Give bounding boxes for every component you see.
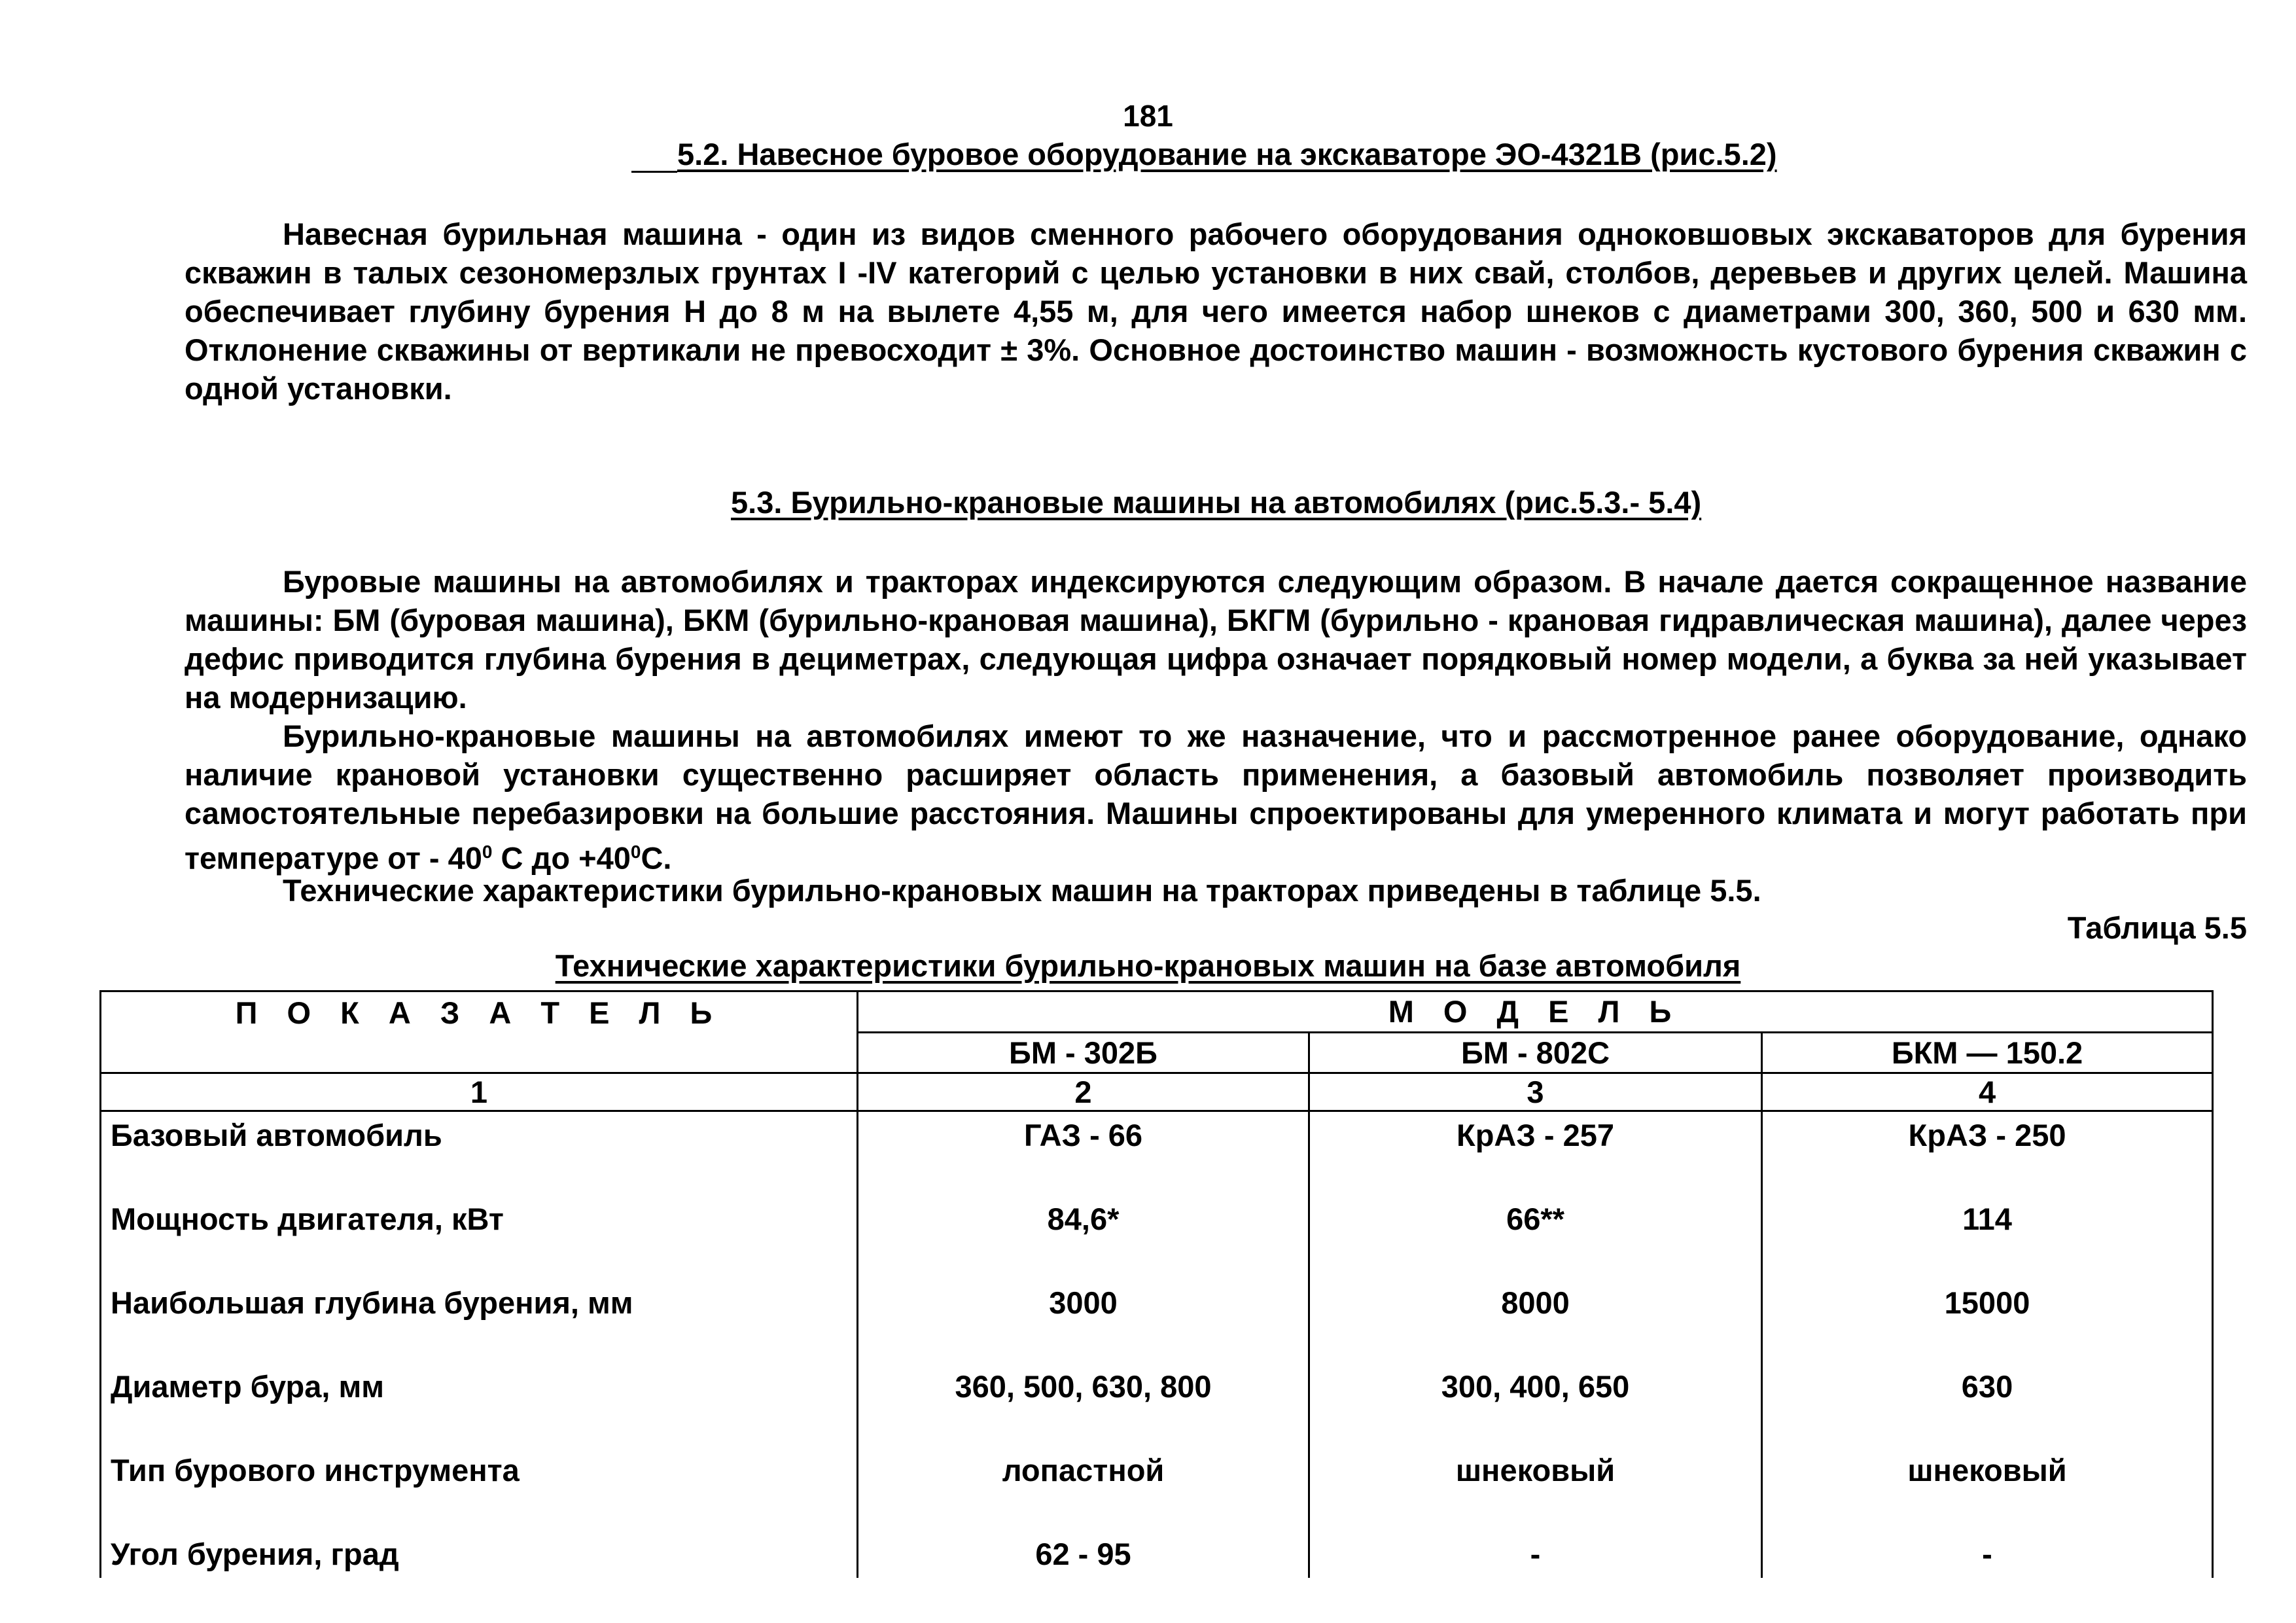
section-5-2-paragraph: Навесная бурильная машина - один из видов сменного рабочего оборудования одноковшовых экскаваторов для бурения скважин в талых сезономерзлых грунтах I -IV категорий с целью установки в них свай, столбов, деревьев и других целей. Машина обеспечивает глубину бурения Н до 8 м на вылете 4,55 м, для чего имеется набор шнеков с диаметрами 300, 360, 500 и 630 мм. Отклонение скважины от вертикали не превосходит ± 3%. Основное достоинство машин - возможность кустового бурения скважин с одной установки. — [185, 217, 2247, 406]
paragraph-2-text: Бурильно-крановые машины на автомобилях имеют то же назначение, что и рассмотренное ранее оборудование, однако наличие крановой установки существенно расширяет область применения, а базовый автомобиль позволяет производить самостоятельные перебазировки на большие расстояния. Машины спроектированы для умеренного климата и могут работать при температуре от - 40 — [185, 719, 2247, 876]
row-value: лопастной — [858, 1447, 1309, 1531]
header-indicator — [101, 991, 858, 1073]
row-value: 15000 — [1762, 1279, 2213, 1363]
row-value: 114 — [1762, 1196, 2213, 1279]
table-title-text: Технические характеристики бурильно-крановых машин на базе автомобиля — [555, 948, 1741, 983]
header-model — [858, 991, 2213, 1033]
row-value: шнековый — [1762, 1447, 2213, 1531]
row-label: Наибольшая глубина бурения, мм — [101, 1279, 858, 1363]
row-value: 66** — [1309, 1196, 1762, 1279]
table-row — [101, 1196, 2213, 1279]
model-cell: БМ - 302Б — [858, 1032, 1309, 1073]
header-model-text: М О Д Е Л Ь — [1388, 994, 1682, 1029]
column-number-cell: 1 — [101, 1073, 858, 1111]
row-label: Угол бурения, град — [101, 1531, 858, 1578]
row-value: - — [1762, 1531, 2213, 1578]
section-5-2-heading: 5.2. Навесное буровое оборудование на экскаваторе ЭО-4321В (рис.5.2) — [677, 137, 1777, 171]
header-indicator-text: П О К А З А Т Е Л Ь — [235, 995, 723, 1030]
row-label: Базовый автомобиль — [101, 1111, 858, 1196]
row-value: 3000 — [858, 1279, 1309, 1363]
table-row — [101, 1531, 2213, 1578]
row-value: шнековый — [1309, 1447, 1762, 1531]
row-value: ГАЗ - 66 — [858, 1111, 1309, 1196]
row-value: 630 — [1762, 1363, 2213, 1447]
row-value: КрАЗ - 257 — [1309, 1111, 1762, 1196]
row-value: 84,6* — [858, 1196, 1309, 1279]
table-row — [101, 1111, 2213, 1196]
table-column-numbers-row — [101, 1073, 2213, 1111]
row-value: 62 - 95 — [858, 1531, 1309, 1578]
row-label: Мощность двигателя, кВт — [101, 1196, 858, 1279]
model-cell: БМ - 802С — [1309, 1032, 1762, 1073]
table-header-row — [101, 991, 2213, 1033]
section-5-3-heading: 5.3. Бурильно-крановые машины на автомобилях (рис.5.3.- 5.4) — [731, 485, 1702, 520]
row-value: 8000 — [1309, 1279, 1762, 1363]
row-value: 300, 400, 650 — [1309, 1363, 1762, 1447]
table-label: Таблица 5.5 — [2067, 910, 2247, 945]
paragraph-2-end: С. — [641, 840, 672, 876]
row-value: 360, 500, 630, 800 — [858, 1363, 1309, 1447]
model-cell: БКМ — 150.2 — [1762, 1032, 2213, 1073]
degree-superscript-1: 0 — [482, 842, 493, 862]
section-5-3-paragraph-3: Технические характеристики бурильно-крановых машин на тракторах приведены в таблице 5.5. — [283, 873, 1761, 908]
table-row — [101, 1447, 2213, 1531]
column-number-cell: 4 — [1762, 1073, 2213, 1111]
table-row — [101, 1279, 2213, 1363]
section-5-3-paragraph-2 — [185, 717, 2247, 878]
heading-left-rule — [631, 171, 677, 173]
row-label: Тип бурового инструмента — [101, 1447, 858, 1531]
section-5-3-paragraph-1: Буровые машины на автомобилях и тракторах индексируются следующим образом. В начале дается сокращенное название машины: БМ (буровая машина), БКМ (бурильно-крановая машина), БКГМ (бурильно - крановая гидравлическая машина), далее через дефис приводится глубина бурения в дециметрах, следующая цифра означает порядковый номер модели, а буква за ней указывает на модернизацию. — [185, 564, 2247, 715]
page-number: 181 — [1123, 99, 1173, 133]
column-number-cell: 3 — [1309, 1073, 1762, 1111]
row-label: Диаметр бура, мм — [101, 1363, 858, 1447]
degree-superscript-2: 0 — [630, 842, 641, 862]
table-row — [101, 1363, 2213, 1447]
row-value: КрАЗ - 250 — [1762, 1111, 2213, 1196]
table-title — [0, 948, 2296, 984]
row-value: - — [1309, 1531, 1762, 1578]
spec-table — [99, 990, 2214, 1578]
column-number-cell: 2 — [858, 1073, 1309, 1111]
spec-table-container — [99, 990, 2212, 1571]
paragraph-2-mid: С до +40 — [492, 840, 631, 876]
